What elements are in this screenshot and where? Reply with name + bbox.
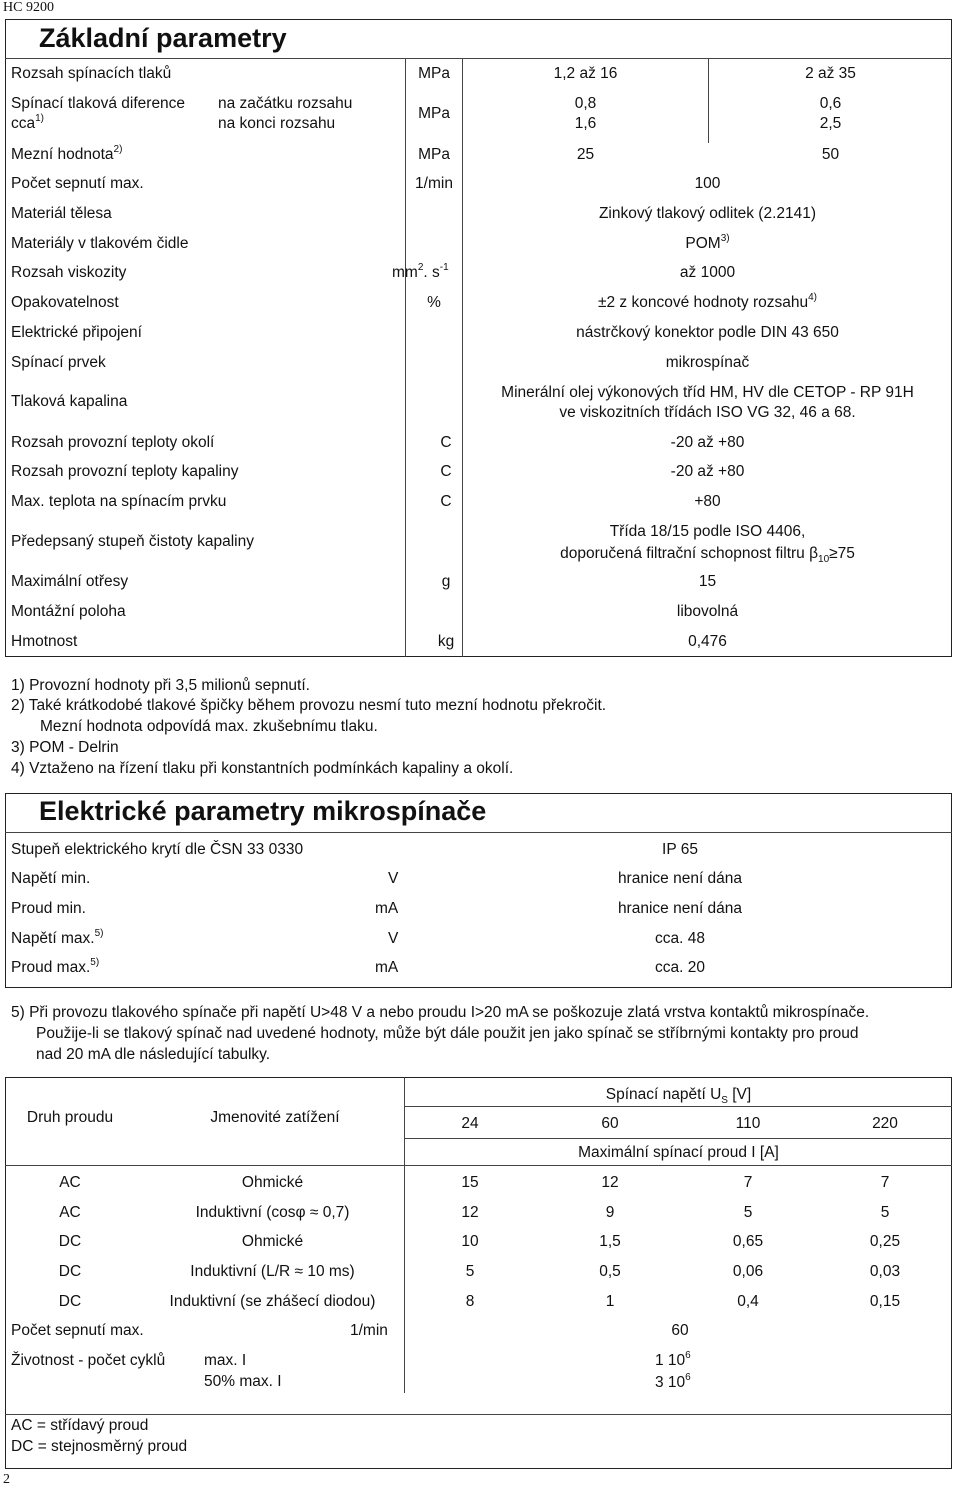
row-label: Proud max.$^{5)}$ bbox=[11, 956, 100, 976]
row-label: Rozsah provozní teploty kapaliny bbox=[11, 463, 239, 480]
voltage-value: 220 bbox=[872, 1115, 898, 1132]
current-type-cell: DC bbox=[58, 1293, 82, 1310]
count-label: Počet sepnutí max. bbox=[11, 1322, 144, 1339]
max-current-cell: 0,65 bbox=[732, 1233, 764, 1250]
row-value: 2 až 35 bbox=[805, 65, 856, 82]
max-current-cell: 8 bbox=[465, 1293, 475, 1310]
max-current-cell: 1 bbox=[605, 1293, 615, 1310]
footnote: nad 20 mA dle následující tabulky. bbox=[36, 1046, 271, 1063]
divider bbox=[404, 1106, 952, 1107]
row-label: Tlaková kapalina bbox=[11, 393, 128, 410]
row-label: Napětí min. bbox=[11, 870, 91, 887]
row-unit: V bbox=[388, 870, 399, 887]
legend-ac: AC = střídavý proud bbox=[11, 1417, 149, 1434]
count-unit: 1/min bbox=[350, 1322, 388, 1339]
voltage-value: 24 bbox=[461, 1115, 479, 1132]
footnote: Použije-li se tlakový spínač nad uvedené hodnoty, může být dále použit jen jako spínač se stříbrnými kontakty pro proud bbox=[36, 1025, 859, 1042]
voltage-value: 110 bbox=[735, 1115, 761, 1132]
footnote: 3) POM - Delrin bbox=[11, 739, 119, 756]
load-cell: Ohmické bbox=[241, 1174, 304, 1191]
row-unit: C bbox=[440, 463, 452, 480]
max-current-cell: 7 bbox=[880, 1174, 890, 1191]
row-label: Max. teplota na spínacím prvku bbox=[11, 493, 227, 510]
row-value: Třída 18/15 podle ISO 4406, bbox=[609, 523, 806, 540]
row-label: cca$^{1)}$ bbox=[11, 112, 45, 132]
count-value: 60 bbox=[671, 1322, 689, 1339]
current-type-cell: AC bbox=[59, 1174, 81, 1191]
divider bbox=[404, 1138, 952, 1139]
row-label: Stupeň elektrického krytí dle ČSN 33 0330 bbox=[11, 841, 304, 858]
head-switching-voltage: Spínací napětí $U_S$ [V] bbox=[605, 1086, 752, 1107]
head-rated-load: Jmenovité zatížení bbox=[210, 1109, 340, 1126]
row-unit: mA bbox=[375, 900, 399, 917]
row-value: 25 bbox=[576, 146, 595, 163]
row-unit: $mm^2$. $s^{-1}$ bbox=[392, 261, 449, 281]
row-label: Maximální otřesy bbox=[11, 573, 129, 590]
max-current-cell: 0,06 bbox=[732, 1263, 764, 1280]
row-unit: mA bbox=[375, 959, 399, 976]
row-value: nástrčkový konektor podle DIN 43 650 bbox=[576, 324, 839, 341]
row-label: Materiály v tlakovém čidle bbox=[11, 235, 189, 252]
row-value: Zinkový tlakový odlitek (2.2141) bbox=[598, 205, 817, 222]
footnote: 4) Vztaženo na řízení tlaku při konstantních podmínkách kapaliny a okolí. bbox=[11, 760, 514, 777]
row-label: Montážní poloha bbox=[11, 603, 126, 620]
max-current-cell: 5 bbox=[465, 1263, 475, 1280]
life-value: 3 $10^6$ bbox=[655, 1371, 691, 1391]
row-label: Mezní hodnota$^{2)}$ bbox=[11, 143, 123, 163]
life-half: 50% max. I bbox=[204, 1373, 282, 1390]
row-unit: V bbox=[388, 930, 399, 947]
row-value: cca. 20 bbox=[655, 959, 705, 976]
row-sublabel: na konci rozsahu bbox=[218, 115, 336, 132]
legend-dc: DC = stejnosměrný proud bbox=[11, 1438, 188, 1455]
row-value: cca. 48 bbox=[655, 930, 705, 947]
life-value: 1 $10^6$ bbox=[655, 1349, 691, 1369]
row-value: 0,6 bbox=[819, 95, 842, 112]
row-label: Napětí max.$^{5)}$ bbox=[11, 927, 104, 947]
row-value: 15 bbox=[698, 573, 717, 590]
divider bbox=[5, 832, 952, 833]
row-unit: kg bbox=[437, 633, 455, 650]
row-value: ve viskozitních třídách ISO VG 32, 46 a 68. bbox=[559, 404, 856, 421]
row-unit: % bbox=[427, 294, 441, 311]
row-sublabel: na začátku rozsahu bbox=[218, 95, 353, 112]
electrical-parameters-title: Elektrické parametry mikrospínače bbox=[39, 796, 487, 826]
max-current-cell: 0,4 bbox=[737, 1293, 759, 1310]
row-value: 1,6 bbox=[574, 115, 597, 132]
row-unit: MPa bbox=[418, 105, 450, 122]
max-current-cell: 0,03 bbox=[869, 1263, 901, 1280]
divider bbox=[5, 1414, 952, 1415]
voltage-value: 60 bbox=[601, 1115, 619, 1132]
row-value: libovolná bbox=[676, 603, 739, 620]
row-value: mikrospínač bbox=[665, 354, 750, 371]
row-label: Hmotnost bbox=[11, 633, 78, 650]
divider bbox=[5, 1165, 952, 1166]
row-label: Opakovatelnost bbox=[11, 294, 119, 311]
divider bbox=[5, 58, 952, 59]
current-type-cell: DC bbox=[58, 1263, 82, 1280]
row-value: až 1000 bbox=[679, 264, 736, 281]
row-value: 0,476 bbox=[688, 633, 727, 650]
row-value: hranice není dána bbox=[617, 870, 743, 887]
max-current-cell: 1,5 bbox=[599, 1233, 621, 1250]
row-unit: MPa bbox=[418, 146, 450, 163]
row-unit: MPa bbox=[418, 65, 450, 82]
head-current-type: Druh proudu bbox=[26, 1109, 114, 1126]
load-cell: Induktivní (cosφ ≈ 0,7) bbox=[195, 1204, 350, 1221]
row-label: Proud min. bbox=[11, 900, 86, 917]
row-unit: g bbox=[441, 573, 451, 590]
row-value: hranice není dána bbox=[617, 900, 743, 917]
max-current-cell: 15 bbox=[461, 1174, 479, 1191]
row-label: Rozsah provozní teploty okolí bbox=[11, 434, 215, 451]
row-unit: 1/min bbox=[415, 175, 453, 192]
row-value: 0,8 bbox=[574, 95, 597, 112]
max-current-cell: 10 bbox=[461, 1233, 479, 1250]
footnote: 1) Provozní hodnoty při 3,5 milionů sepnutí. bbox=[11, 677, 310, 694]
max-current-cell: 0,5 bbox=[599, 1263, 621, 1280]
row-label: Spínací tlaková diference bbox=[11, 95, 186, 112]
max-current-cell: 7 bbox=[743, 1174, 753, 1191]
row-value: 1,2 až 16 bbox=[553, 65, 618, 82]
current-type-cell: DC bbox=[58, 1233, 82, 1250]
row-label: Předepsaný stupeň čistoty kapaliny bbox=[11, 533, 254, 550]
max-current-cell: 9 bbox=[605, 1204, 615, 1221]
footnote: 5) Při provozu tlakového spínače při napětí U>48 V a nebo proudu I>20 mA se poškozuje zlatá vrstva kontaktů mikrospínače. bbox=[11, 1004, 870, 1021]
basic-parameters-title: Základní parametry bbox=[39, 23, 287, 53]
page-number: 2 bbox=[3, 1472, 10, 1487]
page-header: HC 9200 bbox=[3, 0, 54, 15]
row-value: POM$^{3)}$ bbox=[685, 232, 730, 252]
max-current-cell: 5 bbox=[880, 1204, 890, 1221]
row-value: 100 bbox=[694, 175, 721, 192]
row-value: +80 bbox=[694, 493, 721, 510]
life-max: max. I bbox=[204, 1352, 247, 1369]
row-label: Rozsah viskozity bbox=[11, 264, 127, 281]
head-max-current: Maximální spínací proud I [A] bbox=[578, 1144, 779, 1161]
max-current-cell: 12 bbox=[601, 1174, 619, 1191]
max-current-cell: 0,25 bbox=[869, 1233, 901, 1250]
row-value: doporučená filtrační schopnost filtru $\beta_{10}\ge 75$ bbox=[560, 545, 855, 566]
row-value: Minerální olej výkonových tříd HM, HV dle CETOP - RP 91H bbox=[501, 384, 914, 401]
footnote: Mezní hodnota odpovídá max. zkušebnímu tlaku. bbox=[40, 718, 378, 735]
life-label: Životnost - počet cyklů bbox=[11, 1352, 166, 1369]
current-type-cell: AC bbox=[59, 1204, 81, 1221]
row-label: Elektrické připojení bbox=[11, 324, 142, 341]
row-label: Počet sepnutí max. bbox=[11, 175, 144, 192]
row-value: 2,5 bbox=[819, 115, 842, 132]
row-unit: C bbox=[440, 434, 452, 451]
row-label: Rozsah spínacích tlaků bbox=[11, 65, 172, 82]
row-value: 50 bbox=[821, 146, 840, 163]
row-label: Spínací prvek bbox=[11, 354, 106, 371]
max-current-cell: 12 bbox=[461, 1204, 479, 1221]
row-value: IP 65 bbox=[662, 841, 698, 858]
row-value: -20 až +80 bbox=[670, 463, 745, 480]
load-cell: Induktivní (L/R ≈ 10 ms) bbox=[190, 1263, 355, 1280]
row-label: Materiál tělesa bbox=[11, 205, 112, 222]
row-value: -20 až +80 bbox=[670, 434, 745, 451]
row-value: ±2 z koncové hodnoty rozsahu$^{4)}$ bbox=[597, 291, 818, 311]
footnote: 2) Také krátkodobé tlakové špičky během provozu nesmí tuto mezní hodnotu překročit. bbox=[11, 697, 607, 714]
max-current-cell: 5 bbox=[743, 1204, 753, 1221]
row-unit: C bbox=[440, 493, 452, 510]
load-cell: Ohmické bbox=[241, 1233, 304, 1250]
max-current-cell: 0,15 bbox=[869, 1293, 901, 1310]
load-cell: Induktivní (se zhášecí diodou) bbox=[169, 1293, 376, 1310]
